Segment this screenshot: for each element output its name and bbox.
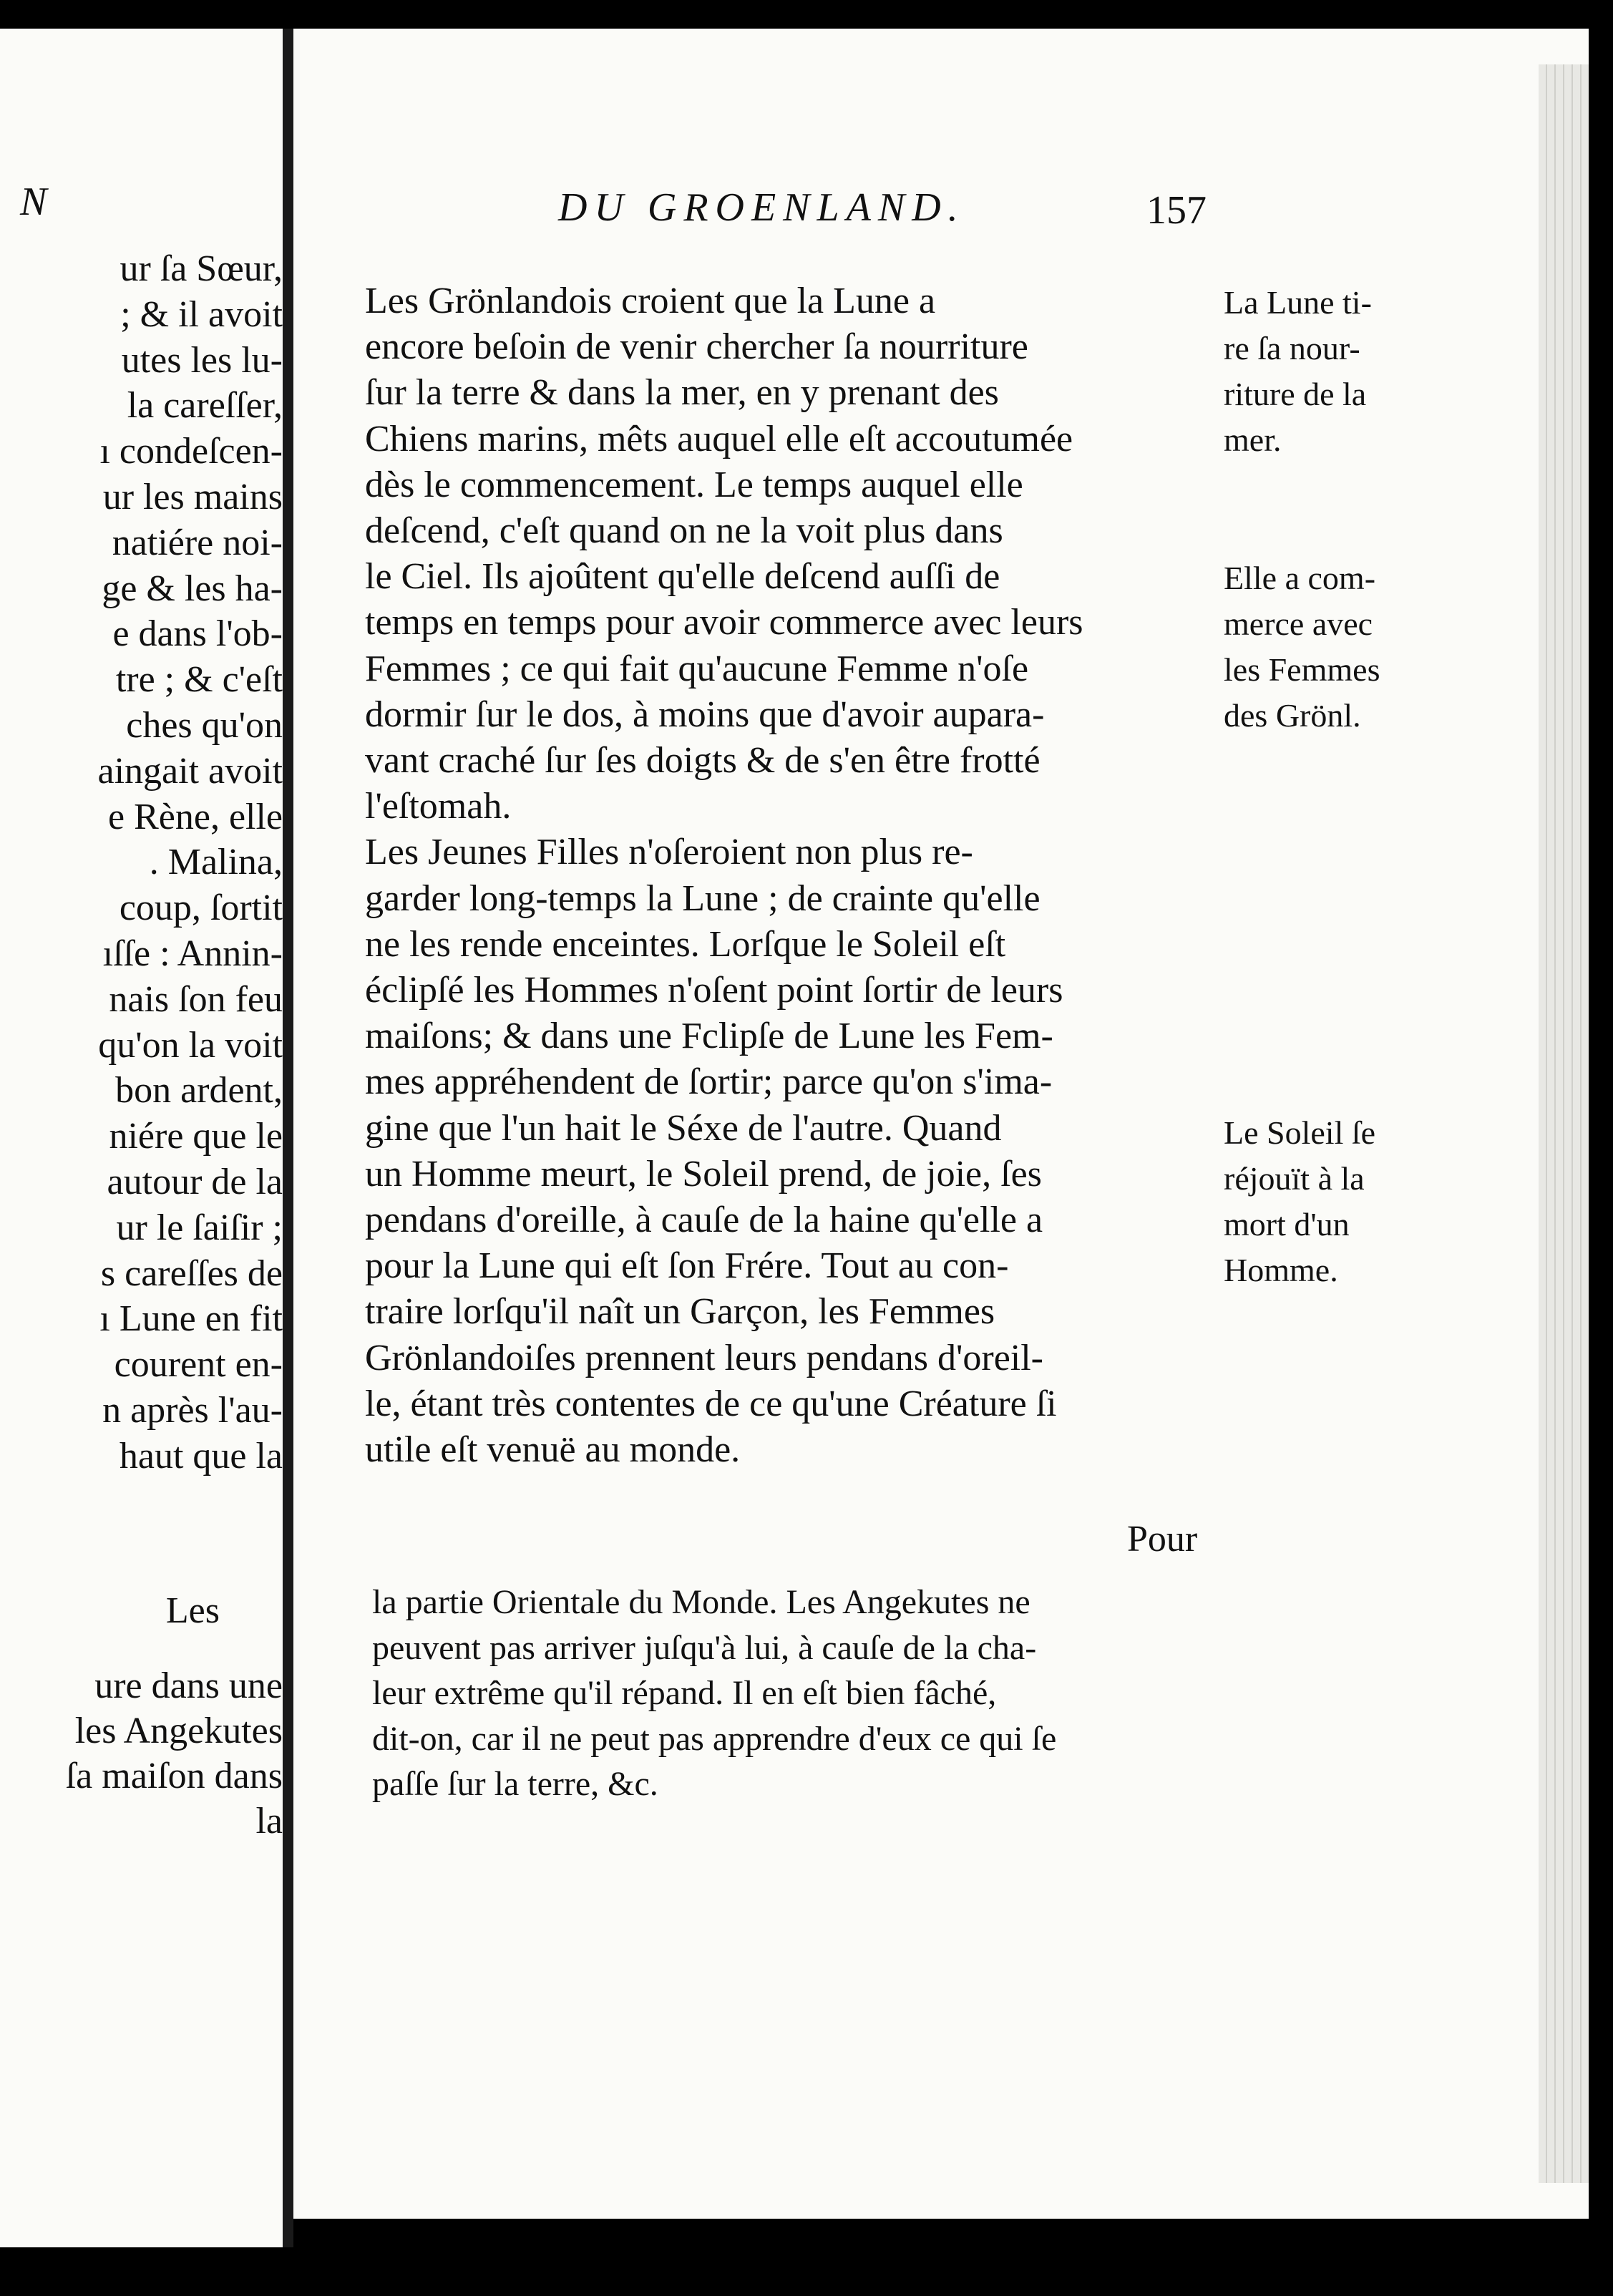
page-edges [1539, 64, 1589, 2183]
left-text-line: n après l'au- [102, 1390, 283, 1431]
left-continuation-line: ure dans une [94, 1665, 283, 1706]
left-text-line: courent en- [114, 1344, 283, 1386]
body-text-line: Femmes ; ce qui fait qu'aucune Femme n'oſe [365, 648, 1029, 689]
continuation-line: la partie Orientale du Monde. Les Angekutes ne [372, 1583, 1030, 1621]
left-text-line: s careſſes de [100, 1252, 283, 1294]
left-text-line: niére que le [109, 1116, 283, 1157]
book-gutter [283, 29, 293, 2247]
left-text-line: ge & les ha- [102, 568, 283, 609]
left-text-line: ur les mains [102, 477, 283, 517]
left-text-line: coup, ſortit [119, 887, 283, 929]
left-text-line: ıſſe : Annin- [102, 933, 283, 974]
body-text-line: le Ciel. Ils ajoûtent qu'elle deſcend auſſi de [365, 556, 1000, 598]
left-text-line: tre ; & c'eſt [115, 659, 283, 701]
body-text-line: utile eſt venuë au monde. [365, 1429, 741, 1470]
margin-note-line: riture de la [1224, 376, 1367, 412]
left-text-line: e Rène, elle [108, 796, 283, 837]
body-text-line: dès le commencement. Le temps auquel elle [365, 464, 1023, 505]
left-text-line: ur ſa Sœur, [120, 248, 283, 289]
body-text-line: Les Grönlandois croient que la Lune a [365, 281, 936, 321]
body-text-line: maiſons; & dans une Fclipſe de Lune les Fem- [365, 1016, 1053, 1057]
body-text-line: dormir ſur le dos, à moins que d'avoir aupara- [365, 694, 1045, 735]
body-text-line: temps en temps pour avoir commerce avec leurs [365, 602, 1083, 643]
body-text-line: ne les rende enceintes. Lorſque le Soleil eſt [365, 923, 1006, 965]
body-text-line: Grönlandoiſes prennent leurs pendans d'oreil- [365, 1337, 1043, 1378]
body-text-line: mes appréhendent de ſortir; parce qu'on s'ima- [365, 1061, 1053, 1103]
body-text-line: ſur la terre & dans la mer, en y prenant des [365, 372, 999, 414]
body-text-line: un Homme meurt, le Soleil prend, de joie, ſes [365, 1153, 1042, 1195]
left-text-line: . Malina, [149, 842, 283, 883]
left-text-line: haut que la [119, 1435, 283, 1477]
left-text-line: utes les lu- [121, 339, 283, 381]
body-text-line: pendans d'oreille, à cauſe de la haine qu'elle a [365, 1200, 1043, 1240]
body-text-line: vant craché ſur ſes doigts & de s'en être frotté [365, 740, 1041, 781]
continuation-line: dit-on, car il ne peut pas apprendre d'eux ce qui ſe [372, 1719, 1057, 1758]
page-number: 157 [1146, 188, 1207, 233]
left-text-line: ur le ſaiſir ; [116, 1207, 283, 1248]
right-page [293, 29, 1589, 2219]
body-text-line: éclipſé les Hommes n'oſent point ſortir de leurs [365, 970, 1063, 1011]
body-text-line: garder long-temps la Lune ; de crainte qu'elle [365, 877, 1041, 919]
left-text-line: natiére noi- [112, 522, 283, 563]
margin-note-line: Elle a com- [1224, 560, 1376, 596]
left-text-line: ches qu'on [126, 705, 283, 746]
body-text-line: l'eſtomah. [365, 786, 512, 827]
left-continuation-line: la [255, 1801, 283, 1842]
margin-note-line: des Grönl. [1224, 697, 1361, 734]
catchword: Pour [1127, 1519, 1198, 1560]
left-continuation-line: ſa maiſon dans [65, 1756, 283, 1796]
left-text-line: nais ſon feu [109, 978, 283, 1020]
left-text-line: bon ardent, [115, 1070, 283, 1111]
body-text-line: Chiens marins, mêts auquel elle eſt accoutumée [365, 418, 1073, 459]
margin-note-line: re ſa nour- [1224, 330, 1360, 366]
left-text-line: la careſſer, [127, 385, 283, 427]
left-text-line: autour de la [107, 1162, 283, 1202]
body-text-line: encore beſoin de venir chercher ſa nourriture [365, 326, 1028, 368]
left-text-line: qu'on la voit [98, 1024, 283, 1066]
margin-note-line: réjouït à la [1224, 1160, 1365, 1197]
body-text-line: traire lorſqu'il naît un Garçon, les Femmes [365, 1291, 995, 1333]
margin-note-line: La Lune ti- [1224, 284, 1372, 321]
body-text-line: Les Jeunes Filles n'oſeroient non plus re- [365, 832, 973, 873]
left-page [0, 29, 283, 2247]
body-text-line: deſcend, c'eſt quand on ne la voit plus dans [365, 510, 1003, 551]
running-head: DU GROENLAND. [558, 185, 965, 230]
margin-note-line: Homme. [1224, 1252, 1338, 1288]
continuation-line: peuvent pas arriver juſqu'à lui, à cauſe de la cha- [372, 1628, 1037, 1667]
left-header-letter: N [20, 180, 47, 224]
margin-note-line: mort d'un [1224, 1206, 1350, 1242]
margin-note-line: merce avec [1224, 605, 1373, 642]
left-catchword: Les [165, 1590, 220, 1631]
left-continuation-line: les Angekutes [74, 1711, 283, 1751]
continuation-line: leur extrême qu'il répand. Il en eſt bien fâché, [372, 1674, 997, 1712]
margin-note-line: Le Soleil ſe [1224, 1114, 1376, 1151]
body-text-line: gine que l'un hait le Séxe de l'autre. Quand [365, 1107, 1002, 1149]
left-text-line: ; & il avoit [120, 293, 283, 335]
margin-note-line: mer. [1224, 422, 1282, 458]
body-text-line: pour la Lune qui eſt ſon Frére. Tout au con- [365, 1245, 1009, 1287]
left-text-line: ı Lune en fit [99, 1298, 283, 1340]
margin-note-line: les Femmes [1224, 651, 1380, 688]
left-text-line: aingait avoit [97, 750, 283, 792]
left-text-line: e dans l'ob- [112, 613, 283, 655]
body-text-line: le, étant très contentes de ce qu'une Créature ſi [365, 1383, 1057, 1424]
continuation-line: paſſe ſur la terre, &c. [372, 1765, 658, 1803]
left-text-line: ı condeſcen- [99, 431, 283, 472]
